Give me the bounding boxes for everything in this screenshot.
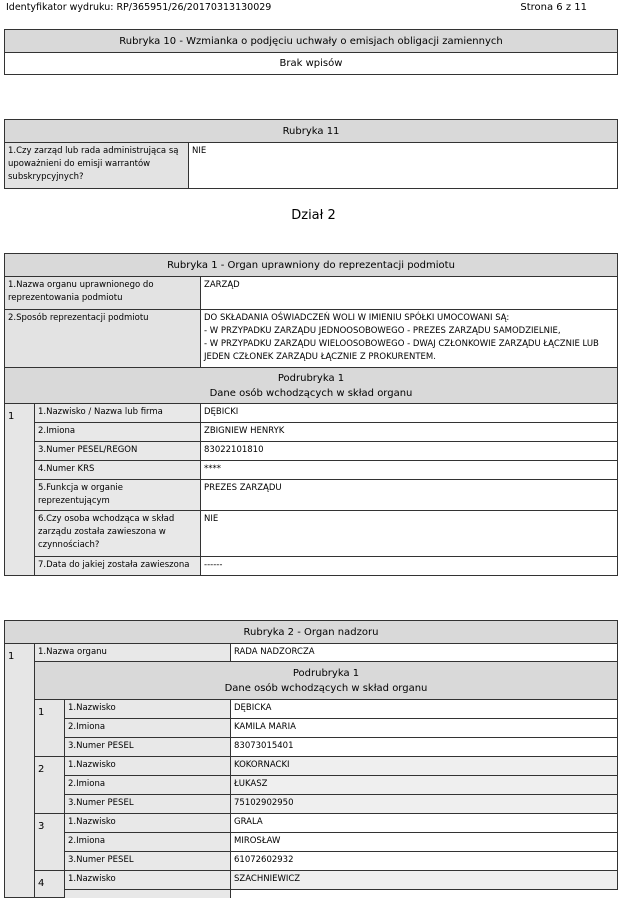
field-label: 3.Numer PESEL/REGON (35, 442, 201, 461)
d2-rubryka-2-title: Rubryka 2 - Organ nadzoru (5, 621, 618, 644)
field-value: KAMILA MARIA (231, 719, 618, 738)
field-label: 3.Numer PESEL (65, 738, 231, 757)
podrubryka-title: Podrubryka 1 (277, 372, 345, 384)
d2-rubryka-1-table (4, 253, 618, 576)
field-value: GRALA (231, 814, 618, 833)
podrubryka-subtitle: Dane osób wchodzących w skład organu (224, 682, 428, 694)
organ-index: 1 (5, 644, 35, 898)
field-label: 7.Data do jakiej została zawieszona (35, 557, 201, 576)
method-line: JEDEN CZŁONEK ZARZĄDU ŁĄCZNIE Z PROKURENTEM. (204, 352, 436, 362)
field-label: 1.Nazwisko (65, 871, 231, 890)
rubryka-10-value: Brak wpisów (5, 53, 618, 75)
podrubryka-1-header (35, 662, 618, 700)
field-value: **** (201, 461, 618, 480)
rubryka-10-title: Rubryka 10 - Wzmianka o podjęciu uchwały o emisjach obligacji zamiennych (5, 30, 618, 53)
field-label: 1.Nazwisko (65, 757, 231, 776)
field-value: DĘBICKI (201, 404, 618, 423)
member-index: 3 (35, 814, 65, 871)
organ-name-label: 1.Nazwa organu (35, 644, 231, 662)
field-value: ŁUKASZ (231, 776, 618, 795)
rubryka-11-q1-value: NIE (189, 143, 618, 189)
rubryka-11-title: Rubryka 11 (5, 120, 618, 143)
d2-rubryka-1-title: Rubryka 1 - Organ uprawniony do reprezentacji podmiotu (5, 254, 618, 277)
field-value: MIROSŁAW (231, 833, 618, 852)
field-label: 5.Funkcja w organie reprezentującym (35, 480, 201, 511)
field-value (231, 890, 618, 898)
field-value: 83073015401 (231, 738, 618, 757)
member-index: 4 (35, 871, 65, 898)
field-value: 61072602932 (231, 852, 618, 871)
method-line: DO SKŁADANIA OŚWIADCZEŃ WOLI W IMIENIU SPÓŁKI UMOCOWANI SĄ: (204, 313, 510, 323)
field-label: 2.Imiona (65, 776, 231, 795)
field-label: 3.Numer PESEL (65, 852, 231, 871)
method-line: - W PRZYPADKU ZARZĄDU WIELOOSOBOWEGO - DWAJ CZŁONKOWIE ZARZĄDU ŁĄCZNIE LUB (204, 339, 599, 349)
field-label: 1.Nazwisko (65, 814, 231, 833)
field-label (65, 890, 231, 898)
organ-name-label: 1.Nazwa organu uprawnionego do reprezentowania podmiotu (5, 277, 201, 310)
person-index: 1 (5, 404, 35, 576)
method-line: - W PRZYPADKU ZARZĄDU JEDNOOSOBOWEGO - PREZES ZARZĄDU SAMODZIELNIE, (204, 326, 561, 336)
field-label: 2.Imiona (35, 423, 201, 442)
representation-method-value (201, 310, 618, 368)
representation-method-label: 2.Sposób reprezentacji podmiotu (5, 310, 201, 368)
field-label: 2.Imiona (65, 719, 231, 738)
page-number: Strona 6 z 11 (520, 2, 587, 13)
field-value: SZACHNIEWICZ (231, 871, 618, 890)
field-value: PREZES ZARZĄDU (201, 480, 618, 511)
rubryka-10-table (4, 29, 618, 75)
podrubryka-subtitle: Dane osób wchodzących w skład organu (209, 387, 413, 399)
field-label: 2.Imiona (65, 833, 231, 852)
field-label: 1.Nazwisko (65, 700, 231, 719)
rubryka-11-table (4, 119, 618, 189)
field-label: 4.Numer KRS (35, 461, 201, 480)
organ-name-value: RADA NADZORCZA (231, 644, 618, 662)
field-value: NIE (201, 511, 618, 557)
field-value: KOKORNACKI (231, 757, 618, 776)
field-label: 6.Czy osoba wchodząca w skład zarządu została zawieszona w czynnościach? (35, 511, 201, 557)
d2-rubryka-2-table (4, 620, 618, 898)
podrubryka-title: Podrubryka 1 (292, 667, 360, 679)
field-value: 75102902950 (231, 795, 618, 814)
organ-name-value: ZARZĄD (201, 277, 618, 310)
member-index: 1 (35, 700, 65, 757)
print-identifier: Identyfikator wydruku: RP/365951/26/20170313130029 (6, 2, 272, 13)
rubryka-11-q1-label: 1.Czy zarząd lub rada administrująca są upoważnieni do emisji warrantów subskrypcyjnych? (5, 143, 189, 189)
field-value: ------ (201, 557, 618, 576)
podrubryka-1-header (5, 368, 618, 404)
field-value: DĘBICKA (231, 700, 618, 719)
field-label: 1.Nazwisko / Nazwa lub firma (35, 404, 201, 423)
field-value: ZBIGNIEW HENRYK (201, 423, 618, 442)
field-label: 3.Numer PESEL (65, 795, 231, 814)
member-index: 2 (35, 757, 65, 814)
field-value: 83022101810 (201, 442, 618, 461)
section-heading: Dział 2 (291, 208, 336, 223)
